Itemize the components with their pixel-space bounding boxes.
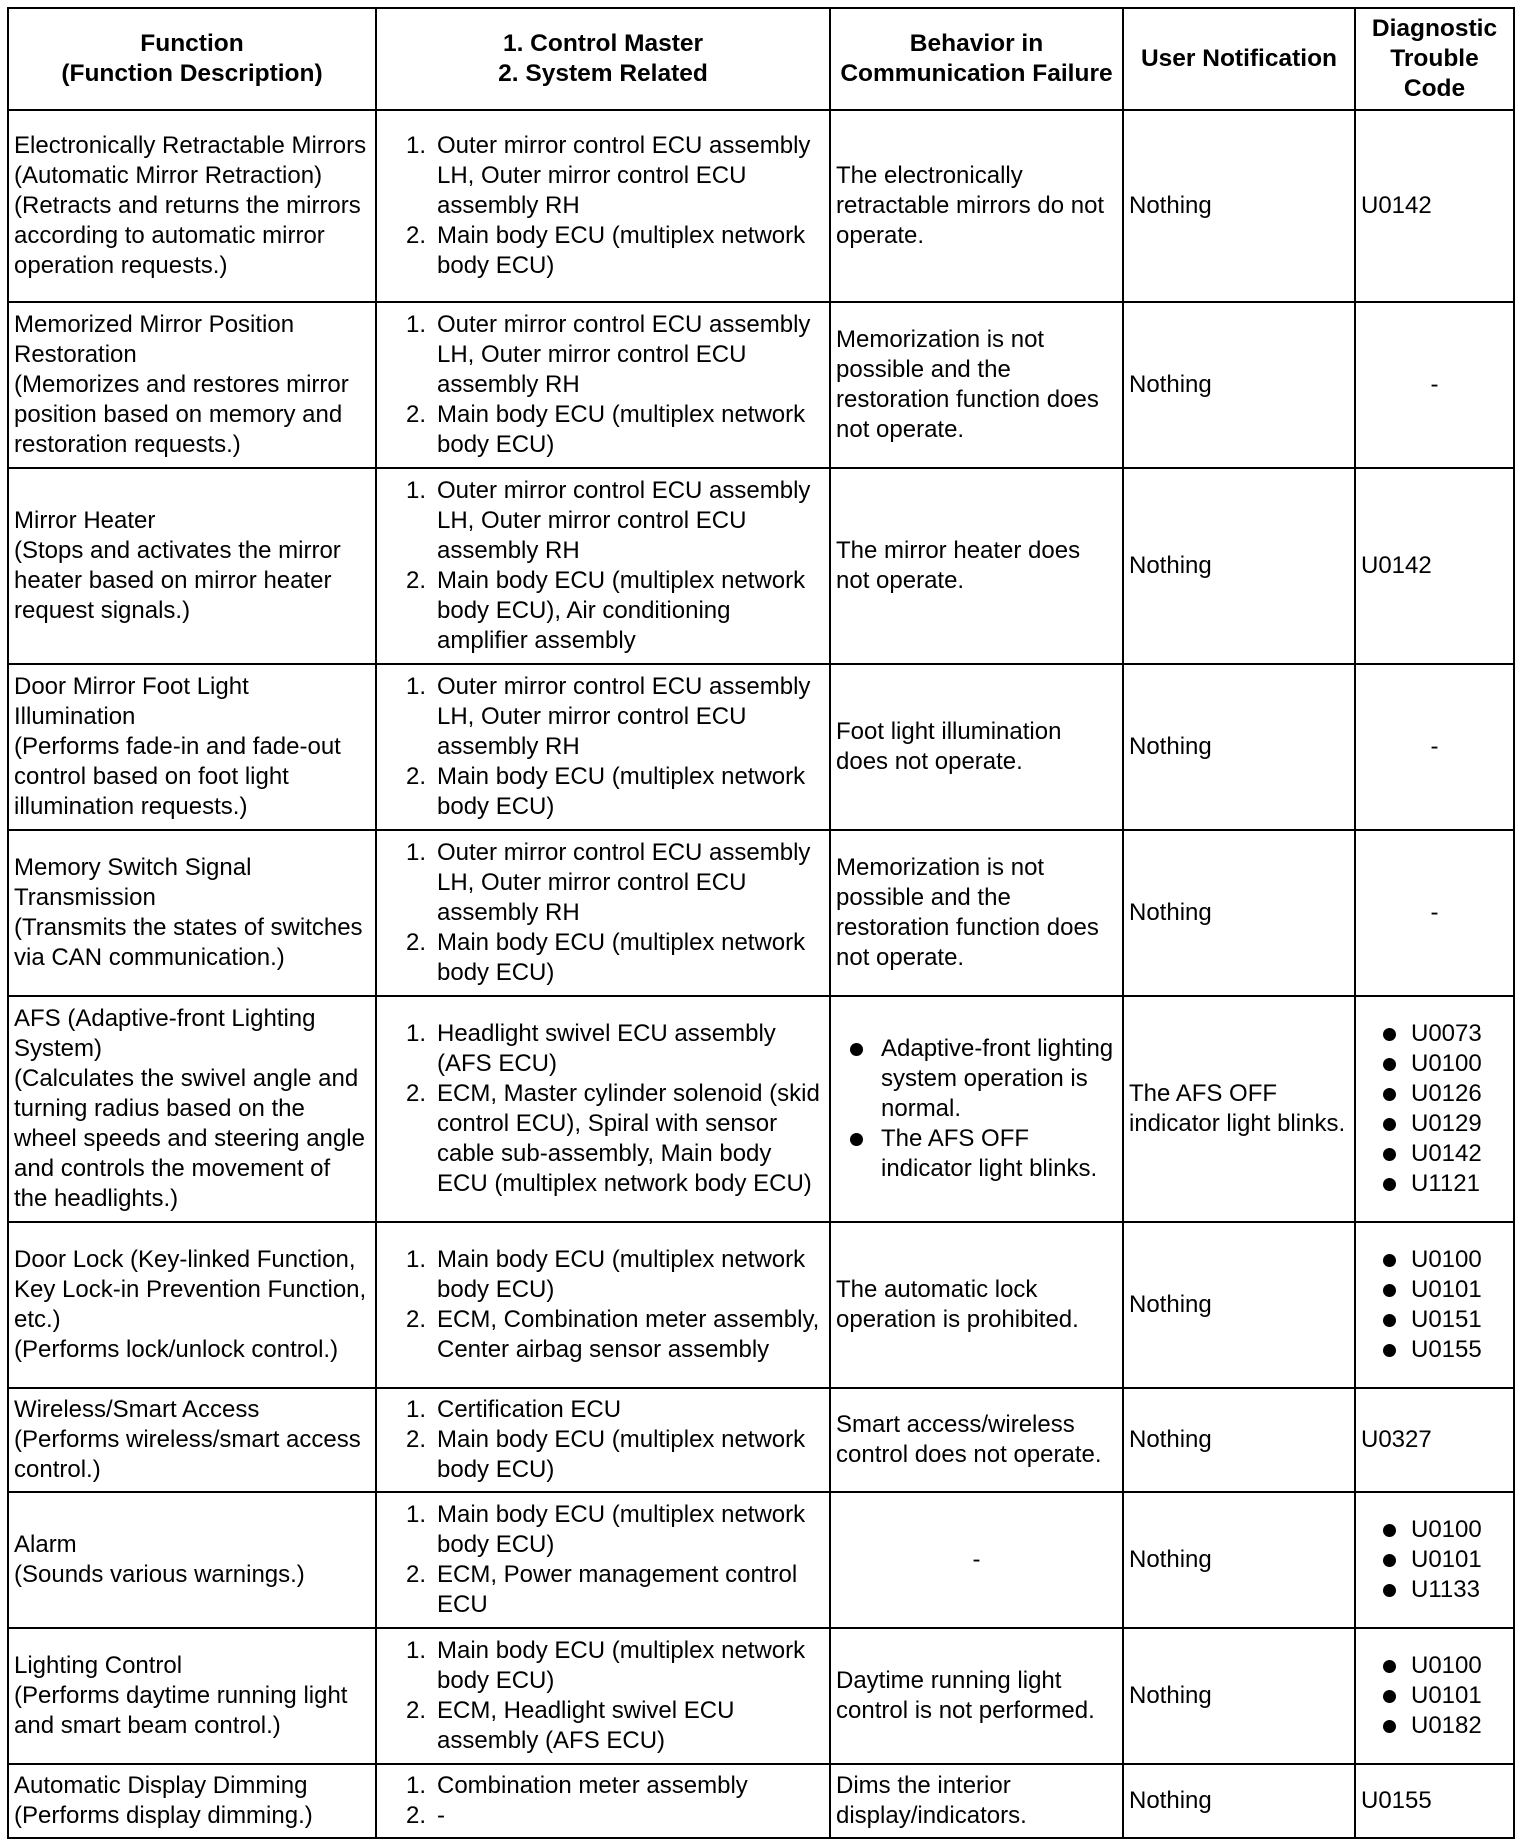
control-item-text: Outer mirror control ECU assembly LH, Outer mirror control ECU assembly RH <box>437 311 811 398</box>
bullet-icon <box>1383 1554 1396 1567</box>
bullet-icon <box>1383 1720 1396 1733</box>
control-item-number: 2. <box>406 1426 427 1453</box>
behavior-cell <box>830 664 1123 830</box>
control-item <box>382 1801 824 1831</box>
notification-cell <box>1123 664 1355 830</box>
control-cell <box>376 110 830 302</box>
notification-text: Nothing <box>1129 1787 1212 1814</box>
bullet-icon <box>1383 1254 1396 1267</box>
function-text: (Performs wireless/smart access control.) <box>14 1426 361 1483</box>
control-item-number: 2. <box>406 222 427 249</box>
bullet-icon <box>850 1133 863 1146</box>
bullet-icon <box>1383 1314 1396 1327</box>
bullet-icon <box>850 1043 863 1056</box>
behavior-item <box>836 1124 1117 1184</box>
control-item-number: 1. <box>406 839 427 866</box>
control-item-number: 2. <box>406 1697 427 1724</box>
control-item-text: Main body ECU (multiplex network body ECU) <box>437 222 806 279</box>
function-text: (Performs lock/unlock control.) <box>14 1336 339 1363</box>
function-cell <box>8 1628 376 1764</box>
control-list <box>382 131 824 281</box>
bullet-icon <box>1383 1148 1396 1161</box>
control-item <box>382 1771 824 1801</box>
behavior-cell <box>830 468 1123 664</box>
dtc-cell <box>1355 996 1514 1222</box>
behavior-cell <box>830 110 1123 302</box>
dtc-item <box>1361 1139 1508 1169</box>
notification-cell <box>1123 1388 1355 1492</box>
control-item-text: Main body ECU (multiplex network body ECU) <box>437 763 806 820</box>
dtc-code: U0126 <box>1411 1080 1482 1107</box>
notification-cell <box>1123 302 1355 468</box>
table-row <box>8 1492 1514 1628</box>
control-list <box>382 310 824 460</box>
control-cell <box>376 1492 830 1628</box>
function-cell <box>8 1222 376 1388</box>
dtc-item <box>1361 1515 1508 1545</box>
control-item-number: 2. <box>406 1306 427 1333</box>
control-item-number: 1. <box>406 673 427 700</box>
dtc-list <box>1361 1515 1508 1605</box>
dtc-cell <box>1355 302 1514 468</box>
control-item-text: Main body ECU (multiplex network body ECU) <box>437 929 806 986</box>
dtc-code: U0142 <box>1361 192 1432 219</box>
table-row <box>8 1388 1514 1492</box>
header-behavior: Behavior in Communication Failure <box>830 8 1123 110</box>
dtc-cell <box>1355 1628 1514 1764</box>
function-cell <box>8 302 376 468</box>
header-notification: User Notification <box>1123 8 1355 110</box>
notification-text: Nothing <box>1129 192 1212 219</box>
dtc-code: - <box>1430 371 1439 398</box>
control-list <box>382 476 824 656</box>
behavior-text: Daytime running light control is not performed. <box>836 1667 1095 1724</box>
dtc-cell <box>1355 1764 1514 1838</box>
table-row <box>8 110 1514 302</box>
function-text: (Performs daytime running light and smart beam control.) <box>14 1682 348 1739</box>
function-text: Wireless/Smart Access <box>14 1396 260 1423</box>
dtc-code: - <box>1430 733 1439 760</box>
function-cell <box>8 1492 376 1628</box>
dtc-item <box>1361 1109 1508 1139</box>
can-function-table <box>7 7 1515 1839</box>
header-control: 1. Control Master 2. System Related <box>376 8 830 110</box>
function-cell <box>8 110 376 302</box>
dtc-item <box>1361 1305 1508 1335</box>
dtc-item <box>1361 1651 1508 1681</box>
function-cell <box>8 1764 376 1838</box>
behavior-item-text: Adaptive-front lighting system operation is normal. <box>881 1035 1114 1122</box>
control-item-text: Headlight swivel ECU assembly (AFS ECU) <box>437 1020 776 1077</box>
control-item-number: 1. <box>406 1501 427 1528</box>
notification-cell <box>1123 996 1355 1222</box>
behavior-cell <box>830 1628 1123 1764</box>
function-cell <box>8 830 376 996</box>
control-item <box>382 1305 824 1365</box>
control-item <box>382 672 824 762</box>
control-item <box>382 928 824 988</box>
control-item-text: Certification ECU <box>437 1396 622 1423</box>
notification-text: Nothing <box>1129 1291 1212 1318</box>
bullet-icon <box>1383 1118 1396 1131</box>
behavior-list <box>836 1034 1117 1184</box>
dtc-code: U0155 <box>1361 1787 1432 1814</box>
table-row <box>8 468 1514 664</box>
function-text: Automatic Display Dimming <box>14 1772 308 1799</box>
control-item-number: 1. <box>406 1020 427 1047</box>
control-item-text: Combination meter assembly <box>437 1772 748 1799</box>
table-row <box>8 1628 1514 1764</box>
control-item-number: 2. <box>406 1080 427 1107</box>
function-text: (Automatic Mirror Retraction) <box>14 162 323 189</box>
behavior-text: The mirror heater does not operate. <box>836 537 1081 594</box>
control-cell <box>376 996 830 1222</box>
header-function: Function (Function Description) <box>8 8 376 110</box>
notification-cell <box>1123 468 1355 664</box>
dtc-cell <box>1355 468 1514 664</box>
control-item-number: 1. <box>406 477 427 504</box>
notification-cell <box>1123 1222 1355 1388</box>
control-cell <box>376 1628 830 1764</box>
dtc-code: U0101 <box>1411 1276 1482 1303</box>
behavior-item-text: The AFS OFF indicator light blinks. <box>881 1125 1098 1182</box>
behavior-item <box>836 1034 1117 1124</box>
behavior-cell <box>830 996 1123 1222</box>
table-row <box>8 664 1514 830</box>
control-item <box>382 1019 824 1079</box>
notification-cell <box>1123 1628 1355 1764</box>
control-item <box>382 1696 824 1756</box>
notification-cell <box>1123 1764 1355 1838</box>
dtc-code: U0101 <box>1411 1546 1482 1573</box>
dtc-item <box>1361 1681 1508 1711</box>
control-item-text: ECM, Headlight swivel ECU assembly (AFS ECU) <box>437 1697 735 1754</box>
dtc-code: U0327 <box>1361 1426 1432 1453</box>
behavior-text: Smart access/wireless control does not operate. <box>836 1411 1102 1468</box>
dtc-item <box>1361 1245 1508 1275</box>
control-item-text: ECM, Combination meter assembly, Center airbag sensor assembly <box>437 1306 820 1363</box>
dtc-cell <box>1355 664 1514 830</box>
control-cell <box>376 1388 830 1492</box>
control-item-number: 1. <box>406 1637 427 1664</box>
function-text: Door Mirror Foot Light Illumination <box>14 673 249 730</box>
function-cell <box>8 1388 376 1492</box>
dtc-cell <box>1355 830 1514 996</box>
dtc-item <box>1361 1275 1508 1305</box>
behavior-cell <box>830 1388 1123 1492</box>
table-row <box>8 830 1514 996</box>
control-cell <box>376 1764 830 1838</box>
behavior-text: Dims the interior display/indicators. <box>836 1772 1027 1829</box>
control-item <box>382 131 824 221</box>
dtc-list <box>1361 1019 1508 1199</box>
control-item-text: Main body ECU (multiplex network body ECU) <box>437 1501 806 1558</box>
table-row <box>8 302 1514 468</box>
header-row <box>8 8 1514 110</box>
control-item-number: 2. <box>406 763 427 790</box>
notification-text: Nothing <box>1129 899 1212 926</box>
control-item <box>382 310 824 400</box>
control-item <box>382 838 824 928</box>
dtc-cell <box>1355 1222 1514 1388</box>
control-item-text: ECM, Power management control ECU <box>437 1561 798 1618</box>
function-text: Mirror Heater <box>14 507 156 534</box>
dtc-code: U0100 <box>1411 1050 1482 1077</box>
notification-text: Nothing <box>1129 733 1212 760</box>
control-item <box>382 476 824 566</box>
control-cell <box>376 468 830 664</box>
dtc-item <box>1361 1711 1508 1741</box>
function-text: (Transmits the states of switches via CAN communication.) <box>14 914 363 971</box>
control-item-text: ECM, Master cylinder solenoid (skid control ECU), Spiral with sensor cable sub-assembly, Main body ECU (multiplex network body ECU) <box>437 1080 820 1197</box>
function-cell <box>8 996 376 1222</box>
control-item <box>382 1245 824 1305</box>
control-item-number: 1. <box>406 1396 427 1423</box>
function-text: (Performs fade-in and fade-out control based on foot light illumination requests.) <box>14 733 341 820</box>
bullet-icon <box>1383 1178 1396 1191</box>
dtc-list <box>1361 1245 1508 1365</box>
control-cell <box>376 664 830 830</box>
notification-text: Nothing <box>1129 552 1212 579</box>
dtc-item <box>1361 1335 1508 1365</box>
control-item <box>382 762 824 822</box>
dtc-code: U0155 <box>1411 1336 1482 1363</box>
dtc-item <box>1361 1019 1508 1049</box>
bullet-icon <box>1383 1524 1396 1537</box>
function-text: AFS (Adaptive-front Lighting System) <box>14 1005 316 1062</box>
table-row <box>8 996 1514 1222</box>
control-item <box>382 566 824 656</box>
control-cell <box>376 302 830 468</box>
function-text: Alarm <box>14 1531 77 1558</box>
control-cell <box>376 830 830 996</box>
control-item <box>382 1395 824 1425</box>
behavior-text: Memorization is not possible and the restoration function does not operate. <box>836 326 1099 443</box>
dtc-code: U0142 <box>1411 1140 1482 1167</box>
notification-text: Nothing <box>1129 1426 1212 1453</box>
behavior-cell <box>830 302 1123 468</box>
table-row <box>8 1222 1514 1388</box>
function-cell <box>8 468 376 664</box>
bullet-icon <box>1383 1284 1396 1297</box>
notification-text: Nothing <box>1129 1546 1212 1573</box>
control-item-number: 2. <box>406 1802 427 1829</box>
function-text: (Calculates the swivel angle and turning radius based on the wheel speeds and steering angle and controls the movement of the headlights.) <box>14 1065 365 1212</box>
control-item <box>382 1560 824 1620</box>
dtc-item <box>1361 1049 1508 1079</box>
control-item-number: 1. <box>406 1772 427 1799</box>
dtc-cell <box>1355 1492 1514 1628</box>
control-list <box>382 1771 824 1831</box>
control-item <box>382 400 824 460</box>
control-list <box>382 838 824 988</box>
dtc-code: U0129 <box>1411 1110 1482 1137</box>
dtc-code: U0142 <box>1361 552 1432 579</box>
control-item <box>382 1425 824 1485</box>
control-item <box>382 1636 824 1696</box>
dtc-code: U0182 <box>1411 1712 1482 1739</box>
function-text: (Memorizes and restores mirror position based on memory and restoration requests.) <box>14 371 349 458</box>
control-item-number: 2. <box>406 567 427 594</box>
control-cell <box>376 1222 830 1388</box>
dtc-code: U0100 <box>1411 1246 1482 1273</box>
behavior-text: Memorization is not possible and the restoration function does not operate. <box>836 854 1099 971</box>
control-item-text: Main body ECU (multiplex network body ECU), Air conditioning amplifier assembly <box>437 567 806 654</box>
dtc-item <box>1361 1545 1508 1575</box>
notification-text: The AFS OFF indicator light blinks. <box>1129 1080 1346 1137</box>
control-list <box>382 1395 824 1485</box>
bullet-icon <box>1383 1344 1396 1357</box>
control-item-text: Main body ECU (multiplex network body ECU) <box>437 1426 806 1483</box>
behavior-cell <box>830 1764 1123 1838</box>
control-list <box>382 1636 824 1756</box>
dtc-code: U1133 <box>1411 1576 1480 1603</box>
control-item-text: Outer mirror control ECU assembly LH, Outer mirror control ECU assembly RH <box>437 673 811 760</box>
behavior-text: The electronically retractable mirrors do not operate. <box>836 162 1105 249</box>
behavior-cell <box>830 1222 1123 1388</box>
control-item-number: 1. <box>406 1246 427 1273</box>
notification-cell <box>1123 830 1355 996</box>
behavior-cell <box>830 1492 1123 1628</box>
control-item-number: 1. <box>406 311 427 338</box>
control-item <box>382 1079 824 1199</box>
control-item-text: Outer mirror control ECU assembly LH, Outer mirror control ECU assembly RH <box>437 477 811 564</box>
bullet-icon <box>1383 1660 1396 1673</box>
dtc-item <box>1361 1575 1508 1605</box>
control-item-number: 2. <box>406 401 427 428</box>
document-page <box>7 7 1513 1833</box>
control-item-text: Outer mirror control ECU assembly LH, Outer mirror control ECU assembly RH <box>437 132 811 219</box>
behavior-text: - <box>972 1546 981 1573</box>
control-item-number: 1. <box>406 132 427 159</box>
function-text: (Stops and activates the mirror heater based on mirror heater request signals.) <box>14 537 341 624</box>
function-text: Memory Switch Signal Transmission <box>14 854 252 911</box>
function-text: (Retracts and returns the mirrors according to automatic mirror operation requests.) <box>14 192 361 279</box>
bullet-icon <box>1383 1028 1396 1041</box>
dtc-item <box>1361 1079 1508 1109</box>
behavior-text: Foot light illumination does not operate. <box>836 718 1062 775</box>
behavior-text: The automatic lock operation is prohibited. <box>836 1276 1079 1333</box>
notification-text: Nothing <box>1129 371 1212 398</box>
dtc-item <box>1361 1169 1508 1199</box>
dtc-code: - <box>1430 899 1439 926</box>
function-text: (Sounds various warnings.) <box>14 1561 305 1588</box>
control-list <box>382 1019 824 1199</box>
bullet-icon <box>1383 1088 1396 1101</box>
dtc-cell <box>1355 110 1514 302</box>
dtc-code: U0073 <box>1411 1020 1482 1047</box>
behavior-cell <box>830 830 1123 996</box>
function-cell <box>8 664 376 830</box>
dtc-code: U0100 <box>1411 1516 1482 1543</box>
control-item-text: Main body ECU (multiplex network body ECU) <box>437 401 806 458</box>
header-dtc: Diagnostic Trouble Code <box>1355 8 1514 110</box>
bullet-icon <box>1383 1690 1396 1703</box>
control-item-text: Main body ECU (multiplex network body ECU) <box>437 1246 806 1303</box>
control-item-text: Main body ECU (multiplex network body ECU) <box>437 1637 806 1694</box>
control-item-number: 2. <box>406 929 427 956</box>
function-text: Door Lock (Key-linked Function, Key Lock-in Prevention Function, etc.) <box>14 1246 367 1333</box>
bullet-icon <box>1383 1058 1396 1071</box>
function-text: Lighting Control <box>14 1652 183 1679</box>
dtc-code: U1121 <box>1411 1170 1480 1197</box>
dtc-list <box>1361 1651 1508 1741</box>
notification-cell <box>1123 1492 1355 1628</box>
control-list <box>382 672 824 822</box>
function-text: Memorized Mirror Position Restoration <box>14 311 295 368</box>
control-item <box>382 221 824 281</box>
table-row <box>8 1764 1514 1838</box>
control-list <box>382 1500 824 1620</box>
function-text: Electronically Retractable Mirrors <box>14 132 367 159</box>
control-item-text: Outer mirror control ECU assembly LH, Outer mirror control ECU assembly RH <box>437 839 811 926</box>
control-item <box>382 1500 824 1560</box>
control-item-text: - <box>437 1802 445 1829</box>
notification-text: Nothing <box>1129 1682 1212 1709</box>
dtc-cell <box>1355 1388 1514 1492</box>
notification-cell <box>1123 110 1355 302</box>
dtc-code: U0101 <box>1411 1682 1482 1709</box>
control-list <box>382 1245 824 1365</box>
control-item-number: 2. <box>406 1561 427 1588</box>
bullet-icon <box>1383 1584 1396 1597</box>
dtc-code: U0100 <box>1411 1652 1482 1679</box>
dtc-code: U0151 <box>1411 1306 1482 1333</box>
function-text: (Performs display dimming.) <box>14 1802 313 1829</box>
